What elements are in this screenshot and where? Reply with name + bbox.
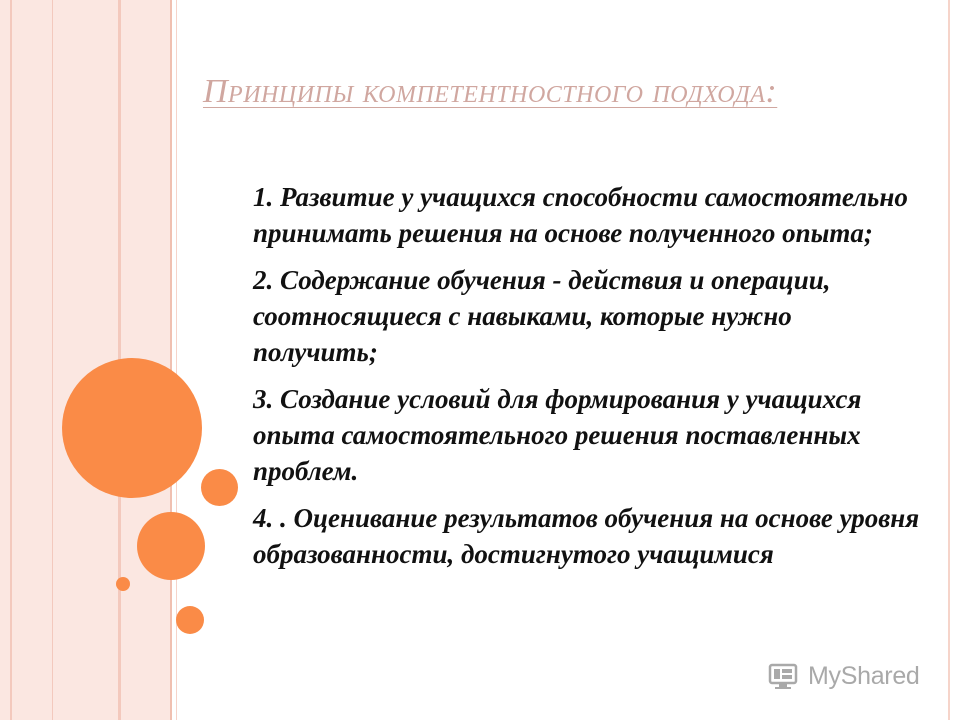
principle-item: 4. . Оценивание результатов обучения на основе уровня образованности, достигнутого учащимися (253, 503, 920, 569)
decorative-circle-small (201, 469, 238, 506)
principle-item: 3. Создание условий для формирования у учащихся опыта самостоятельного решения поставленных проблем. (253, 384, 862, 486)
watermark-text: MyShared (808, 661, 920, 690)
decorative-circle-tiny (116, 577, 130, 591)
decorative-stripe-line (52, 0, 53, 720)
slide-title: Принципы компетентностного подхода: (203, 73, 778, 110)
monitor-icon (768, 662, 802, 690)
decorative-circle-small (176, 606, 204, 634)
decorative-right-line (948, 0, 950, 720)
decorative-circle-medium (137, 512, 205, 580)
decorative-stripe-line (10, 0, 12, 720)
principle-item: 1. Развитие у учащихся способности самостоятельно принимать решения на основе полученного опыта; (253, 182, 908, 248)
principle-item: 2. Содержание обучения - действия и операции, соотносящиеся с навыками, которые нужно получить; (253, 265, 831, 367)
watermark-logo (768, 658, 928, 694)
decorative-circle-large (62, 358, 202, 498)
decorative-stripe-line (176, 0, 177, 720)
principles-list (253, 179, 923, 583)
decorative-stripe-line (170, 0, 172, 720)
